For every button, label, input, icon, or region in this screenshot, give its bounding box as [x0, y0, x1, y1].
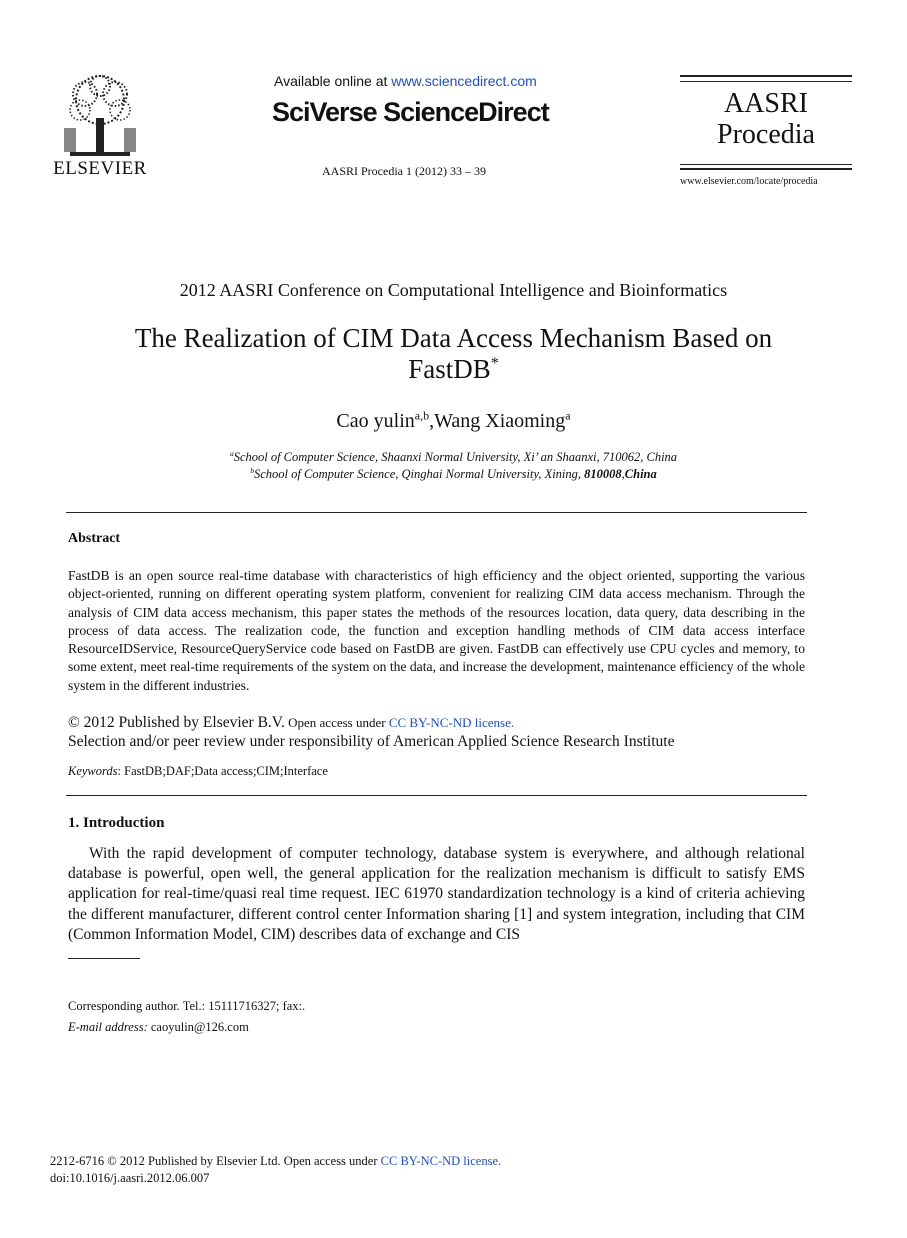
abstract-heading: Abstract	[68, 531, 121, 546]
procedia-rule-bottom-thin	[680, 164, 852, 165]
email-line	[68, 1020, 249, 1035]
license-link[interactable]: CC BY-NC-ND license.	[388, 715, 515, 730]
keywords	[68, 764, 328, 779]
doi-line[interactable]: doi:10.1016/j.aasri.2012.06.007	[50, 1171, 210, 1185]
elsevier-wordmark: ELSEVIER	[53, 158, 147, 179]
author-2-affiliation: a	[565, 408, 571, 423]
email-value[interactable]: caoyulin@126.com	[147, 1020, 249, 1034]
title-footnote-mark: *	[490, 354, 499, 372]
affiliation-b-mark: b	[250, 465, 254, 475]
author-list	[0, 410, 907, 433]
peer-review-statement: Selection and/or peer review under responsibility of American Applied Science Research Institute	[68, 733, 675, 750]
availability-line	[274, 73, 537, 89]
journal-url[interactable]: www.elsevier.com/locate/procedia	[680, 176, 818, 187]
journal-citation: AASRI Procedia 1 (2012) 33 – 39	[322, 164, 486, 178]
conference-name: 2012 AASRI Conference on Computational Intelligence and Bioinformatics	[179, 280, 728, 300]
paper-title	[60, 323, 847, 385]
footnote-rule	[68, 958, 140, 959]
footer-open-access: Open access under	[280, 1154, 381, 1168]
issn-line	[50, 1154, 501, 1169]
email-label: E-mail address:	[68, 1020, 148, 1034]
affiliation-b-postcode: 810008	[584, 467, 622, 481]
sciencedirect-link[interactable]: www.sciencedirect.com	[391, 73, 537, 89]
introduction-heading: 1. Introduction	[68, 815, 165, 831]
copyright-text: © 2012 Published by Elsevier B.V.	[68, 714, 285, 731]
keywords-label: Keywords	[68, 764, 118, 778]
introduction-body: With the rapid development of computer technology, database system is everywhere, and although relational database is powerful, open well, the general application for the realization mechanism is difficult to satisfy EMS application for real-time/quasi real time request. IEC 61970 standardization technology is a kind of criteria achieving the different manufacturer, different control center Information sharing [1] and system integration, including that CIM (Common Information Model, CIM) describes data of exchange and CIS	[68, 845, 805, 943]
affiliation-b-comma: ,	[621, 467, 625, 481]
paper-title-line2	[60, 354, 847, 385]
procedia-rule-top	[680, 75, 852, 77]
availability-prefix: Available online at	[274, 73, 392, 89]
author-2: Wang Xiaoming	[434, 410, 566, 432]
abstract-top-rule	[66, 512, 807, 513]
procedia-rule-top-thin	[680, 81, 852, 82]
author-1-affiliation: a,b	[414, 408, 430, 423]
affiliation-a	[0, 449, 907, 466]
footer-license-link[interactable]: CC BY-NC-ND license.	[380, 1154, 502, 1168]
corresponding-author: Corresponding author. Tel.: 15111716327; fax:.	[68, 999, 306, 1013]
copyright-line	[68, 714, 514, 732]
sciverse-brand: SciVerse ScienceDirect	[272, 97, 549, 127]
author-1: Cao yulin	[336, 410, 415, 432]
paper-title-line2-text: FastDB	[408, 354, 491, 384]
affiliation-b-text: School of Computer Science, Qinghai Normal University, Xining,	[253, 467, 585, 481]
procedia-rule-bottom	[680, 168, 852, 170]
author-separator: ,	[429, 410, 435, 432]
abstract-body: FastDB is an open source real-time database with characteristics of high efficiency and the object oriented, supporting the various object-oriented, running on different operating system platform, convenient for realizing CIM data access mechanism. Through the analysis of CIM data access mechanism, this paper states the methods of the resources location, data query, data describing in the process of data access. The realization code, the function and exception handling methods of CIM data access interface ResourceIDService, ResourceQueryService code based on FastDB are given. FastDB can effectively use CPU cycles and memory, to some extent, meet real-time requirements of the system on the data, and increase the development, maintenance efficiency of the whole system in the different industries.	[68, 568, 805, 693]
affiliation-b	[0, 466, 907, 483]
affiliation-b-country: China	[624, 467, 657, 481]
paper-title-line1: The Realization of CIM Data Access Mechanism Based on	[134, 323, 773, 353]
keywords-value: : FastDB;DAF;Data access;CIM;Interface	[117, 764, 328, 778]
open-access-text: Open access under	[284, 715, 389, 730]
abstract-bottom-rule	[66, 795, 807, 796]
procedia-title-line2: Procedia	[717, 119, 815, 150]
issn-text: 2212-6716 © 2012 Published by Elsevier Ltd.	[50, 1154, 281, 1168]
affiliation-a-text: School of Computer Science, Shaanxi Normal University, Xi’ an Shaanxi, 710062, China	[233, 450, 678, 464]
affiliation-a-mark: a	[229, 448, 234, 458]
affiliations	[0, 449, 907, 483]
procedia-title	[680, 88, 852, 150]
procedia-title-line1: AASRI	[723, 88, 808, 119]
